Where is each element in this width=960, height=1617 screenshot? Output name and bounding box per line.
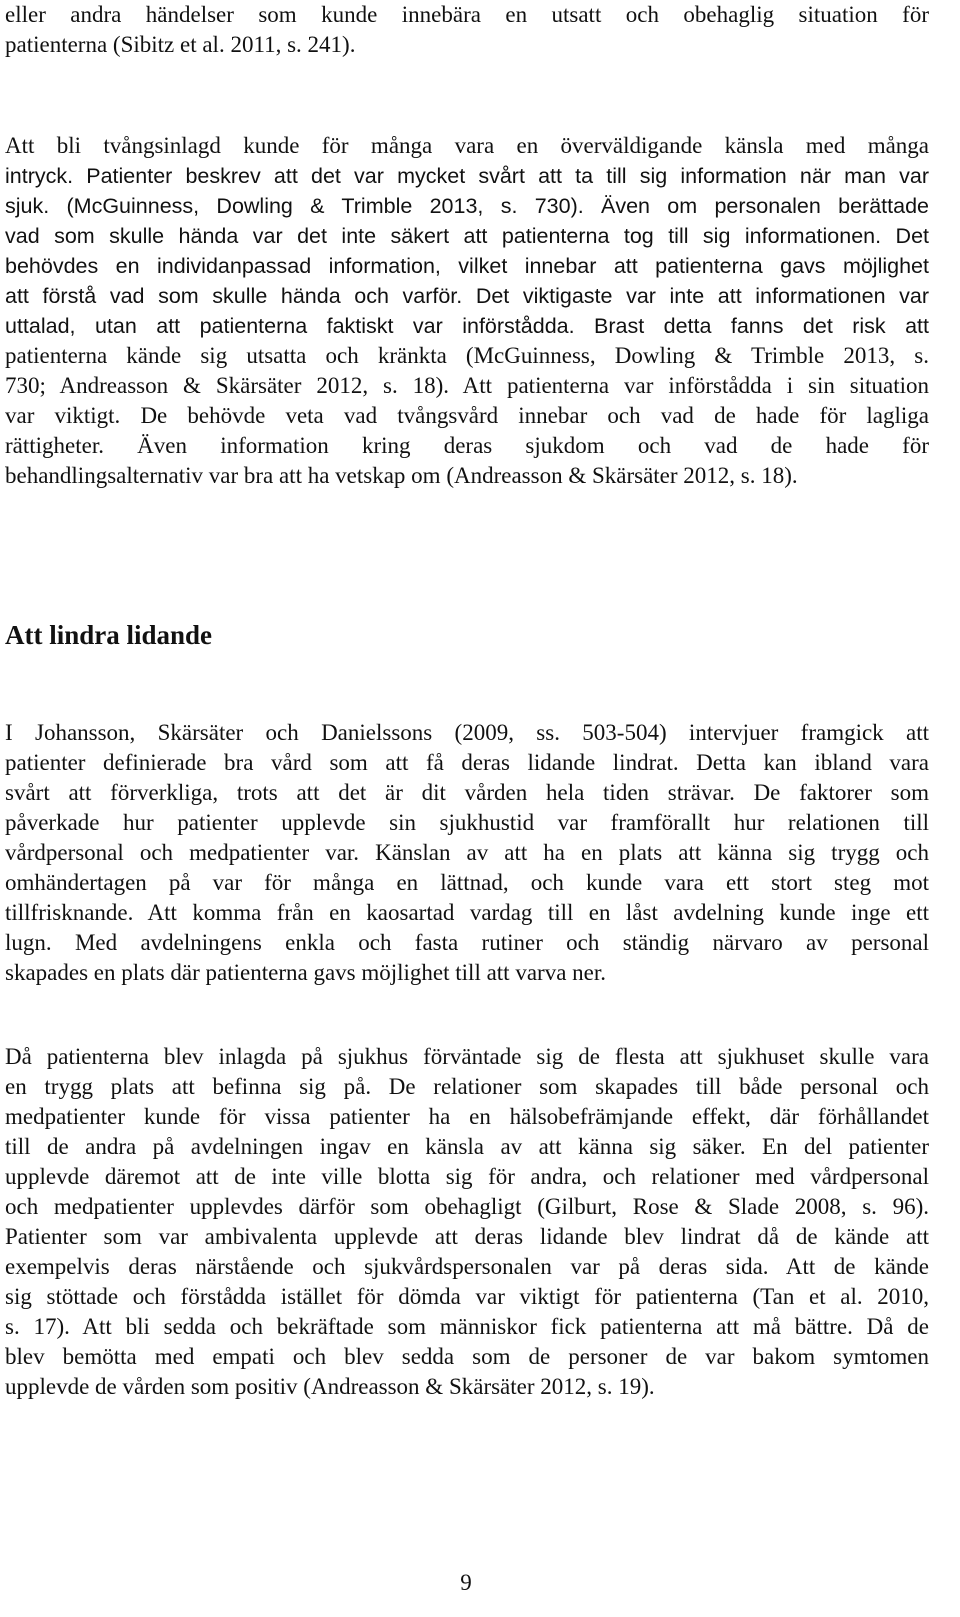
text-line: patienter definierade bra vård som att få deras lidande lindrat. Detta kan ibland vara — [5, 750, 929, 775]
text-line: Patienter som var ambivalenta upplevde att deras lidande blev lindrat då de kände att — [5, 1224, 929, 1249]
text-line: svårt att förverkliga, trots att det är dit vården hela tiden strävar. De faktorer som — [5, 780, 929, 805]
text-line: omhändertagen på var för många en lättnad, och kunde vara ett stort steg mot — [5, 870, 929, 895]
text-line: Då patienterna blev inlagda på sjukhus förväntade sig de flesta att sjukhuset skulle vara — [5, 1044, 929, 1069]
text-line: och medpatienter upplevdes därför som obehagligt (Gilburt, Rose & Slade 2008, s. 96). — [5, 1194, 929, 1219]
text-line: skapades en plats där patienterna gavs möjlighet till att varva ner. — [5, 960, 606, 985]
text-line: eller andra händelser som kunde innebära en utsatt och obehaglig situation för — [5, 2, 929, 27]
text-line: upplevde de vården som positiv (Andreasson & Skärsäter 2012, s. 19). — [5, 1374, 655, 1399]
text-line: patienterna kände sig utsatta och kränkta (McGuinness, Dowling & Trimble 2013, s. — [5, 343, 929, 368]
text-line: exempelvis deras närstående och sjukvårdspersonalen var på deras sida. Att de kände — [5, 1254, 929, 1279]
text-line: att förstå vad som skulle hända och varför. Det viktigaste var inte att informationen var — [5, 284, 929, 308]
text-line: rättigheter. Även information kring deras sjukdom och vad de hade för — [5, 433, 929, 458]
text-line: behandlingsalternativ var bra att ha vetskap om (Andreasson & Skärsäter 2012, s. 18). — [5, 463, 798, 488]
text-line: patienterna (Sibitz et al. 2011, s. 241). — [5, 32, 356, 57]
text-line: s. 17). Att bli sedda och bekräftade som människor fick patienterna att må bättre. Då de — [5, 1314, 929, 1339]
text-line: Att bli tvångsinlagd kunde för många vara en överväldigande känsla med många — [5, 133, 929, 158]
text-line: medpatienter kunde för vissa patienter ha en hälsobefrämjande effekt, där förhållandet — [5, 1104, 929, 1129]
text-line: behövdes en individanpassad information, vilket innebar att patienterna gavs möjlighet — [5, 254, 929, 278]
text-line: uttalad, utan att patienterna faktiskt var införstådda. Brast detta fanns det risk att — [5, 314, 929, 338]
text-line: påverkade hur patienter upplevde sin sjukhustid var framförallt hur relationen till — [5, 810, 929, 835]
section-heading: Att lindra lidande — [5, 620, 213, 650]
text-line: till de andra på avdelningen ingav en känsla av att känna sig säker. En del patienter — [5, 1134, 929, 1159]
paragraph-top — [5, 0, 929, 60]
text-line: var viktigt. De behövde veta vad tvångsvård innebar och vad de hade för lagliga — [5, 403, 929, 428]
text-line: vårdpersonal och medpatienter var. Känslan av att ha en plats att känna sig trygg och — [5, 840, 929, 865]
paragraph-lindra-lidande — [5, 718, 929, 988]
paragraph-relationer — [5, 1042, 929, 1402]
text-line: vad som skulle hända var det inte säkert att patienterna tog till sig informationen. Det — [5, 224, 929, 248]
page-number: 9 — [460, 1570, 472, 1595]
text-line: intryck. Patienter beskrev att det var mycket svårt att ta till sig information när man var — [5, 164, 929, 188]
text-line: sig stöttade och förstådda istället för dömda var viktigt för patienterna (Tan et al. 2010, — [5, 1284, 929, 1309]
text-line: blev bemötta med empati och blev sedda som de personer de var bakom symtomen — [5, 1344, 929, 1369]
text-line: sjuk. (McGuinness, Dowling & Trimble 2013, s. 730). Även om personalen berättade — [5, 194, 929, 218]
paragraph-information — [5, 131, 929, 491]
text-line: tillfrisknande. Att komma från en kaosartad vardag till en låst avdelning kunde inge ett — [5, 900, 929, 925]
text-line: en trygg plats att befinna sig på. De relationer som skapades till både personal och — [5, 1074, 929, 1099]
text-line: lugn. Med avdelningens enkla och fasta rutiner och ständig närvaro av personal — [5, 930, 929, 955]
text-line: 730; Andreasson & Skärsäter 2012, s. 18). Att patienterna var införstådda i sin situation — [5, 373, 929, 398]
text-line: I Johansson, Skärsäter och Danielssons (2009, ss. 503-504) intervjuer framgick att — [5, 720, 929, 745]
text-line: upplevde däremot att de inte ville blotta sig för andra, och relationer med vårdpersonal — [5, 1164, 929, 1189]
